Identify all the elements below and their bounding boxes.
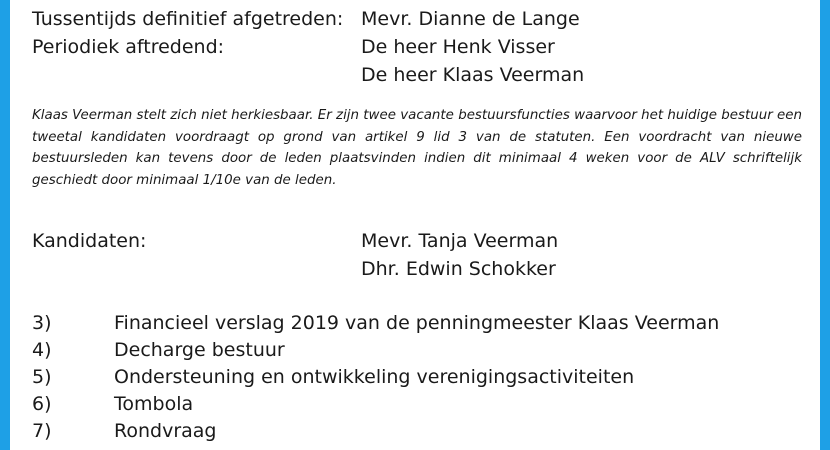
document-page	[10, 0, 820, 450]
agenda-item-text: Rondvraag	[114, 420, 217, 442]
periodic-retiring-label: Periodiek aftredend:	[32, 36, 225, 58]
periodic-retiring-name: De heer Klaas Veerman	[361, 64, 585, 86]
agenda-item-number: 4)	[32, 339, 52, 361]
agenda-item-number: 6)	[32, 393, 52, 415]
agenda-item-text: Decharge bestuur	[114, 339, 285, 361]
agenda-item-number: 5)	[32, 366, 52, 388]
interim-resigned-name: Mevr. Dianne de Lange	[361, 8, 580, 30]
candidate-name: Dhr. Edwin Schokker	[361, 258, 556, 280]
board-vacancy-note: Klaas Veerman stelt zich niet herkiesbaar. Er zijn twee vacante bestuursfuncties waarvoor het huidige bestuur een tweetal kandidaten voordraagt op grond van artikel 9 lid 3 van de statuten. Een voordracht van nieuwe bestuursleden kan tevens door de leden plaatsvinden indien dit minimaal 4 weken voor de ALV schriftelijk geschiedt door minimaal 1/10e van de leden.	[32, 108, 802, 188]
agenda-item-number: 3)	[32, 312, 52, 334]
candidates-label: Kandidaten:	[32, 230, 147, 252]
candidate-name: Mevr. Tanja Veerman	[361, 230, 559, 252]
interim-resigned-label: Tussentijds definitief afgetreden:	[32, 8, 344, 30]
periodic-retiring-name: De heer Henk Visser	[361, 36, 555, 58]
agenda-item-text: Financieel verslag 2019 van de penningmeester Klaas Veerman	[114, 312, 720, 334]
agenda-item-text: Ondersteuning en ontwikkeling verenigingsactiviteiten	[114, 366, 635, 388]
agenda-item-text: Tombola	[114, 393, 194, 415]
agenda-item-number: 7)	[32, 420, 52, 442]
